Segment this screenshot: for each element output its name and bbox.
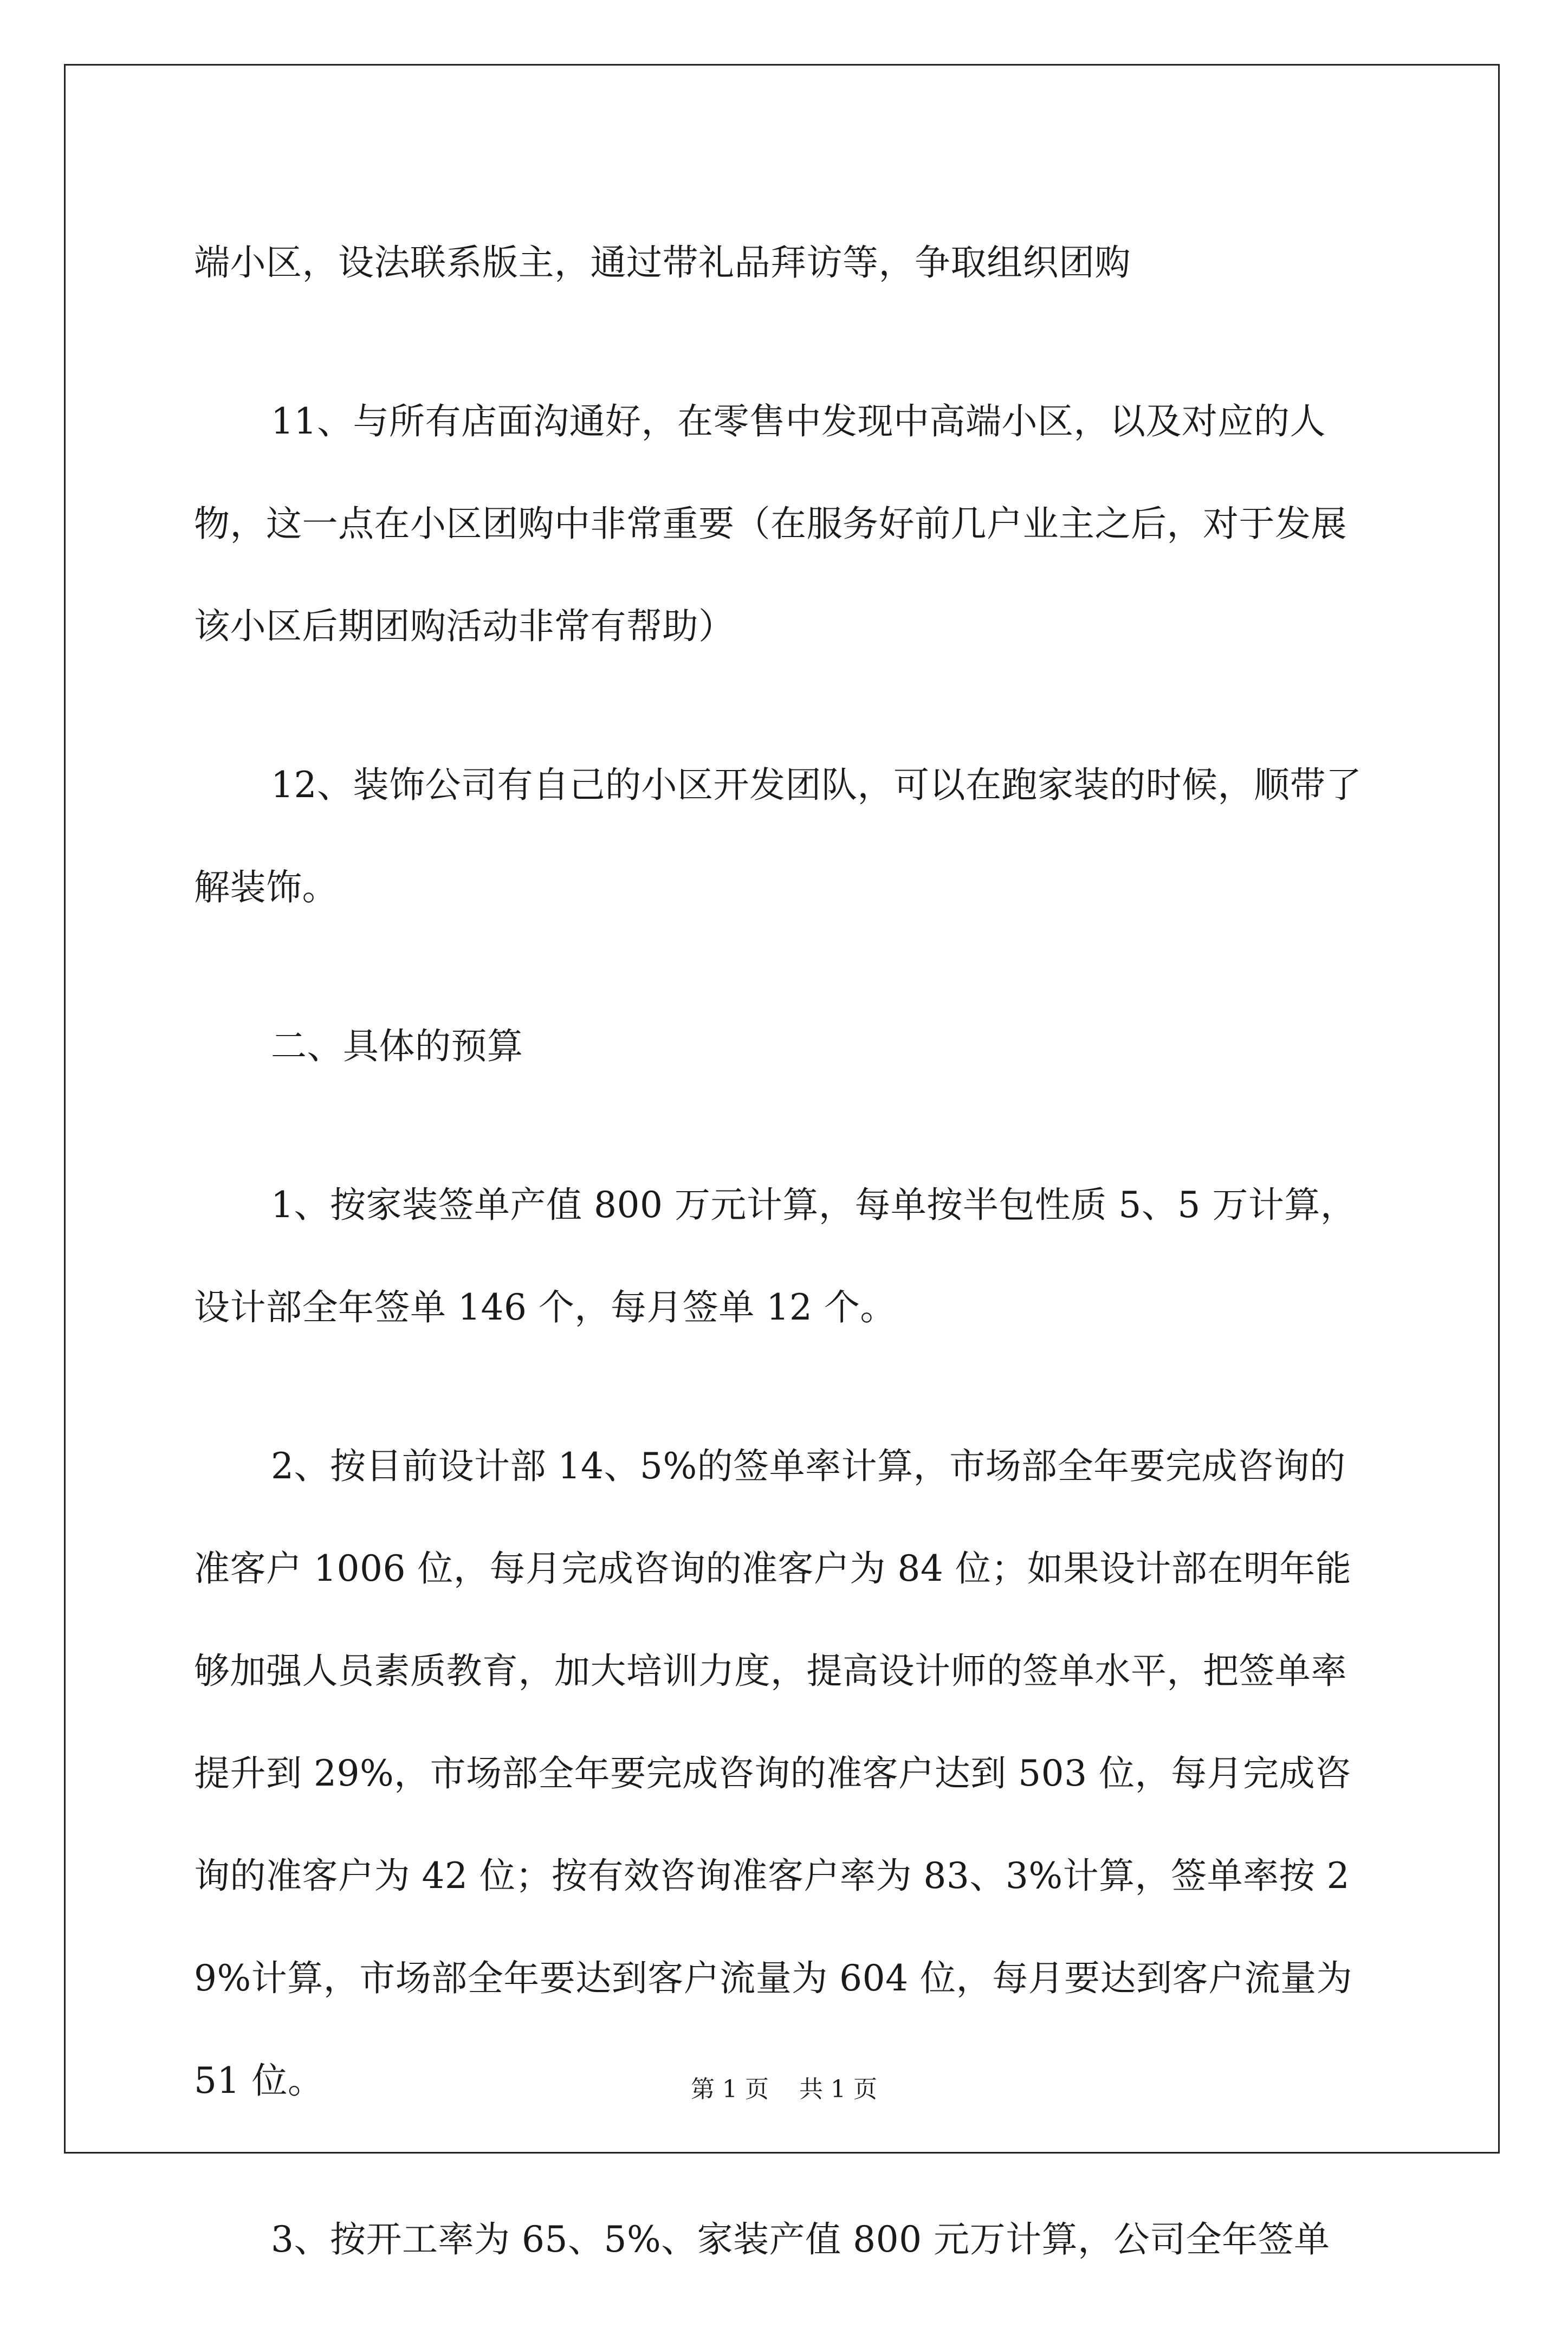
section-heading-budget: 二、具体的预算 [271,1025,523,1067]
paragraph-item-12: 12、装饰公司有自己的小区开发团队，可以在跑家装的时候，顺带了解装饰。 [194,764,1362,908]
paragraph-continuation: 端小区，设法联系版主，通过带礼品拜访等，争取组织团购 [194,242,1131,283]
document-body [194,211,1375,2347]
paragraph-budget-3: 3、按开工率为 65、5%、家装产值 800 元万计算，公司全年签单 [271,2219,1330,2260]
paragraph-budget-2: 2、按目前设计部 14、5%的签单率计算，市场部全年要完成咨询的准客户 1006 位，每月完成咨询的准客户为 84 位；如果设计部在明年能够加强人员素质教育，加大培训力度，提高设计师的签单水平，把签单率提升到 29%，市场部全年要完成咨询的准客户达到 503 位，每月完成咨询的准客户为 42 位；按有效咨询准客户率为 83、3%计算，签单率按 29%计算，市场部全年要达到客户流量为 604 位，每月要达到客户流量为 51 位。 [194,1445,1353,2102]
page-total: 共 1 页 [799,2076,877,2103]
page-footer [0,2073,1568,2106]
paragraph-budget-1: 1、按家装签单产值 800 万元计算，每单按半包性质 5、5 万计算，设计部全年签单 146 个，每月签单 12 个。 [194,1184,1357,1328]
page-number: 第 1 页 [691,2076,769,2103]
paragraph-item-11: 11、与所有店面沟通好，在零售中发现中高端小区，以及对应的人物，这一点在小区团购中非常重要（在服务好前几户业主之后，对于发展该小区后期团购活动非常有帮助） [194,400,1347,647]
